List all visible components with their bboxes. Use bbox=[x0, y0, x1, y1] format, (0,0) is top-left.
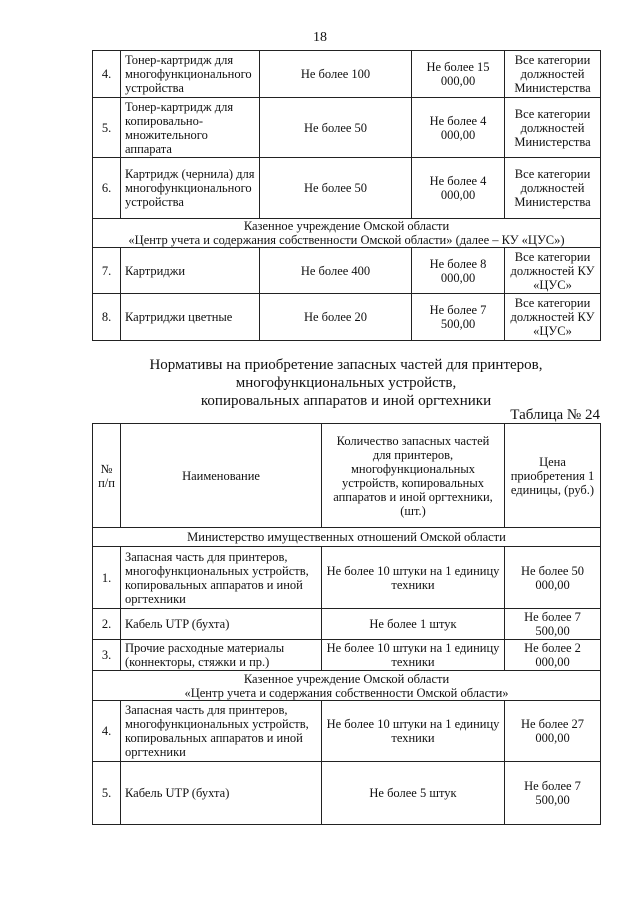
item-quantity: Не более 50 bbox=[260, 158, 412, 219]
section-header bbox=[93, 219, 601, 248]
section-header-row bbox=[93, 219, 601, 248]
item-price: Не более 4 000,00 bbox=[412, 158, 505, 219]
section-header-row bbox=[93, 671, 601, 701]
section-line: Казенное учреждение Омской области bbox=[243, 671, 450, 686]
table-row bbox=[93, 640, 601, 671]
spare-parts-norms-table bbox=[92, 423, 601, 825]
table-row bbox=[93, 51, 601, 98]
item-quantity: Не более 1 штук bbox=[322, 609, 505, 640]
table-number: Таблица № 24 bbox=[510, 407, 600, 423]
table-row bbox=[93, 547, 601, 609]
section-header: Министерство имущественных отношений Омской области bbox=[93, 528, 601, 547]
item-name: Тонер-картридж для копировально-множительного аппарата bbox=[121, 98, 260, 158]
position-category: Все категории должностей Министерства bbox=[505, 51, 601, 98]
row-number: 5. bbox=[93, 98, 121, 158]
item-price: Не более 15 000,00 bbox=[412, 51, 505, 98]
item-price: Не более 50 000,00 bbox=[505, 547, 601, 609]
position-category: Все категории должностей КУ «ЦУС» bbox=[505, 248, 601, 294]
table-row bbox=[93, 248, 601, 294]
table-row bbox=[93, 762, 601, 825]
item-price: Не более 4 000,00 bbox=[412, 98, 505, 158]
item-quantity: Не более 100 bbox=[260, 51, 412, 98]
section-heading bbox=[92, 356, 600, 410]
heading-line: Нормативы на приобретение запасных частей для принтеров, bbox=[149, 357, 543, 373]
item-quantity: Не более 10 штуки на 1 единицу техники bbox=[322, 640, 505, 671]
item-price: Не более 7 500,00 bbox=[505, 609, 601, 640]
position-category: Все категории должностей Министерства bbox=[505, 98, 601, 158]
item-quantity: Не более 400 bbox=[260, 248, 412, 294]
item-price: Не более 7 500,00 bbox=[505, 762, 601, 825]
position-category: Все категории должностей КУ «ЦУС» bbox=[505, 294, 601, 341]
table-header-row bbox=[93, 424, 601, 528]
item-price: Не более 8 000,00 bbox=[412, 248, 505, 294]
column-header-price: Цена приобретения 1 единицы, (руб.) bbox=[505, 424, 601, 528]
item-quantity: Не более 5 штук bbox=[322, 762, 505, 825]
column-header-number: № п/п bbox=[93, 424, 121, 528]
position-category: Все категории должностей Министерства bbox=[505, 158, 601, 219]
column-header-name: Наименование bbox=[121, 424, 322, 528]
row-number: 4. bbox=[93, 701, 121, 762]
section-header bbox=[93, 671, 601, 701]
table-row bbox=[93, 294, 601, 341]
section-line: Казенное учреждение Омской области bbox=[243, 219, 450, 233]
table-row bbox=[93, 98, 601, 158]
table-row bbox=[93, 609, 601, 640]
item-quantity: Не более 10 штуки на 1 единицу техники bbox=[322, 547, 505, 609]
item-name: Запасная часть для принтеров, многофункциональных устройств, копировальных аппаратов и иной оргтехники bbox=[121, 547, 322, 609]
row-number: 3. bbox=[93, 640, 121, 671]
equipment-norms-table-continued bbox=[92, 50, 601, 341]
item-name: Запасная часть для принтеров, многофункциональных устройств, копировальных аппаратов и иной оргтехники bbox=[121, 701, 322, 762]
column-header-quantity: Количество запасных частей для принтеров, многофункциональных устройств, копировальных аппаратов и иной оргтехники, (шт.) bbox=[322, 424, 505, 528]
item-price: Не более 2 000,00 bbox=[505, 640, 601, 671]
item-price: Не более 7 500,00 bbox=[412, 294, 505, 341]
item-name: Картриджи bbox=[121, 248, 260, 294]
item-name: Картриджи цветные bbox=[121, 294, 260, 341]
row-number: 6. bbox=[93, 158, 121, 219]
item-price: Не более 27 000,00 bbox=[505, 701, 601, 762]
item-name: Кабель UTP (бухта) bbox=[121, 609, 322, 640]
row-number: 2. bbox=[93, 609, 121, 640]
item-quantity: Не более 50 bbox=[260, 98, 412, 158]
section-line: «Центр учета и содержания собственности Омской области» (далее – КУ «ЦУС») bbox=[128, 233, 565, 247]
heading-line: многофункциональных устройств, bbox=[235, 375, 457, 391]
item-name: Картридж (чернила) для многофункционального устройства bbox=[121, 158, 260, 219]
row-number: 8. bbox=[93, 294, 121, 341]
table-row bbox=[93, 158, 601, 219]
row-number: 4. bbox=[93, 51, 121, 98]
item-quantity: Не более 10 штуки на 1 единицу техники bbox=[322, 701, 505, 762]
section-line: «Центр учета и содержания собственности Омской области» bbox=[184, 685, 509, 700]
row-number: 1. bbox=[93, 547, 121, 609]
item-name: Тонер-картридж для многофункционального устройства bbox=[121, 51, 260, 98]
row-number: 7. bbox=[93, 248, 121, 294]
heading-line: копировальных аппаратов и иной оргтехники bbox=[200, 393, 492, 409]
item-quantity: Не более 20 bbox=[260, 294, 412, 341]
page-number: 18 bbox=[313, 30, 327, 45]
item-name: Прочие расходные материалы (коннекторы, стяжки и пр.) bbox=[121, 640, 322, 671]
item-name: Кабель UTP (бухта) bbox=[121, 762, 322, 825]
section-header-row bbox=[93, 528, 601, 547]
table-row bbox=[93, 701, 601, 762]
row-number: 5. bbox=[93, 762, 121, 825]
